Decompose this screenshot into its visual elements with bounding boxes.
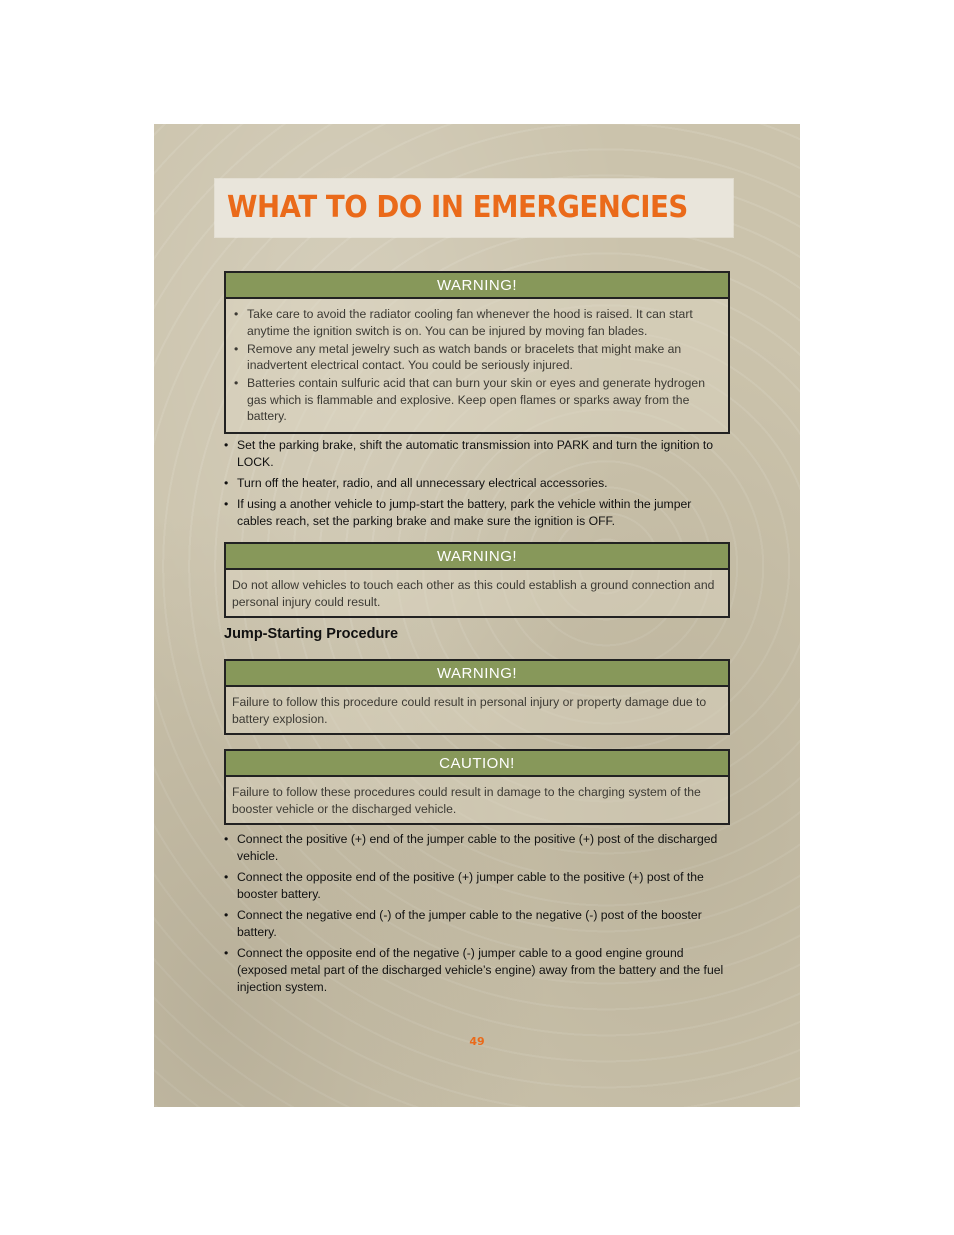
step-item: • Connect the opposite end of the negative (-) jumper cable to a good engine ground (exposed metal part of the discharged vehicle’s engine) away from the battery and the fuel injection system. — [224, 945, 728, 996]
page-number: 49 — [469, 1035, 485, 1048]
warning-body — [226, 299, 728, 432]
step-item: • Turn off the heater, radio, and all unnecessary electrical accessories. — [224, 475, 728, 492]
caution-text: Failure to follow these procedures could result in damage to the charging system of the booster vehicle or the discharged vehicle. — [232, 785, 701, 816]
warning-box-fan — [224, 271, 730, 434]
jump-start-steps — [224, 831, 728, 1000]
warning-header: WARNING! — [226, 273, 728, 299]
warning-header: WARNING! — [226, 544, 728, 570]
caution-header: CAUTION! — [226, 751, 728, 777]
title-banner — [215, 179, 733, 237]
preparation-steps — [224, 437, 728, 534]
step-item: • Connect the negative end (-) of the jumper cable to the negative (-) post of the booster battery. — [224, 907, 728, 941]
step-item: • If using a another vehicle to jump-start the battery, park the vehicle within the jumper cables reach, set the parking brake and make sure the ignition is OFF. — [224, 496, 728, 530]
section-heading: Jump-Starting Procedure — [224, 626, 399, 642]
step-item: • Set the parking brake, shift the automatic transmission into PARK and turn the ignition to LOCK. — [224, 437, 728, 471]
caution-box — [224, 749, 730, 825]
warning-text: Failure to follow this procedure could result in personal injury or property damage due to battery explosion. — [232, 695, 707, 726]
step-item: • Connect the positive (+) end of the jumper cable to the positive (+) post of the discharged vehicle. — [224, 831, 728, 865]
manual-page — [154, 124, 800, 1107]
warning-header: WARNING! — [226, 661, 728, 687]
warning-box-procedure — [224, 659, 730, 735]
warning-box-vehicles — [224, 542, 730, 618]
page-title: WHAT TO DO IN EMERGENCIES — [227, 190, 688, 225]
step-item: • Connect the opposite end of the positive (+) jumper cable to the positive (+) post of the booster battery. — [224, 869, 728, 903]
warning-item: • Take care to avoid the radiator cooling fan whenever the hood is raised. It can start anytime the ignition switch is on. You can be injured by moving fan blades. — [232, 306, 722, 339]
warning-item: • Remove any metal jewelry such as watch bands or bracelets that might make an inadvertent electrical contact. You could be seriously injured. — [232, 341, 722, 374]
warning-text: Do not allow vehicles to touch each other as this could establish a ground connection and personal injury could result. — [232, 578, 715, 609]
warning-item: • Batteries contain sulfuric acid that can burn your skin or eyes and generate hydrogen gas which is flammable and explosive. Keep open flames or sparks away from the battery. — [232, 375, 722, 425]
